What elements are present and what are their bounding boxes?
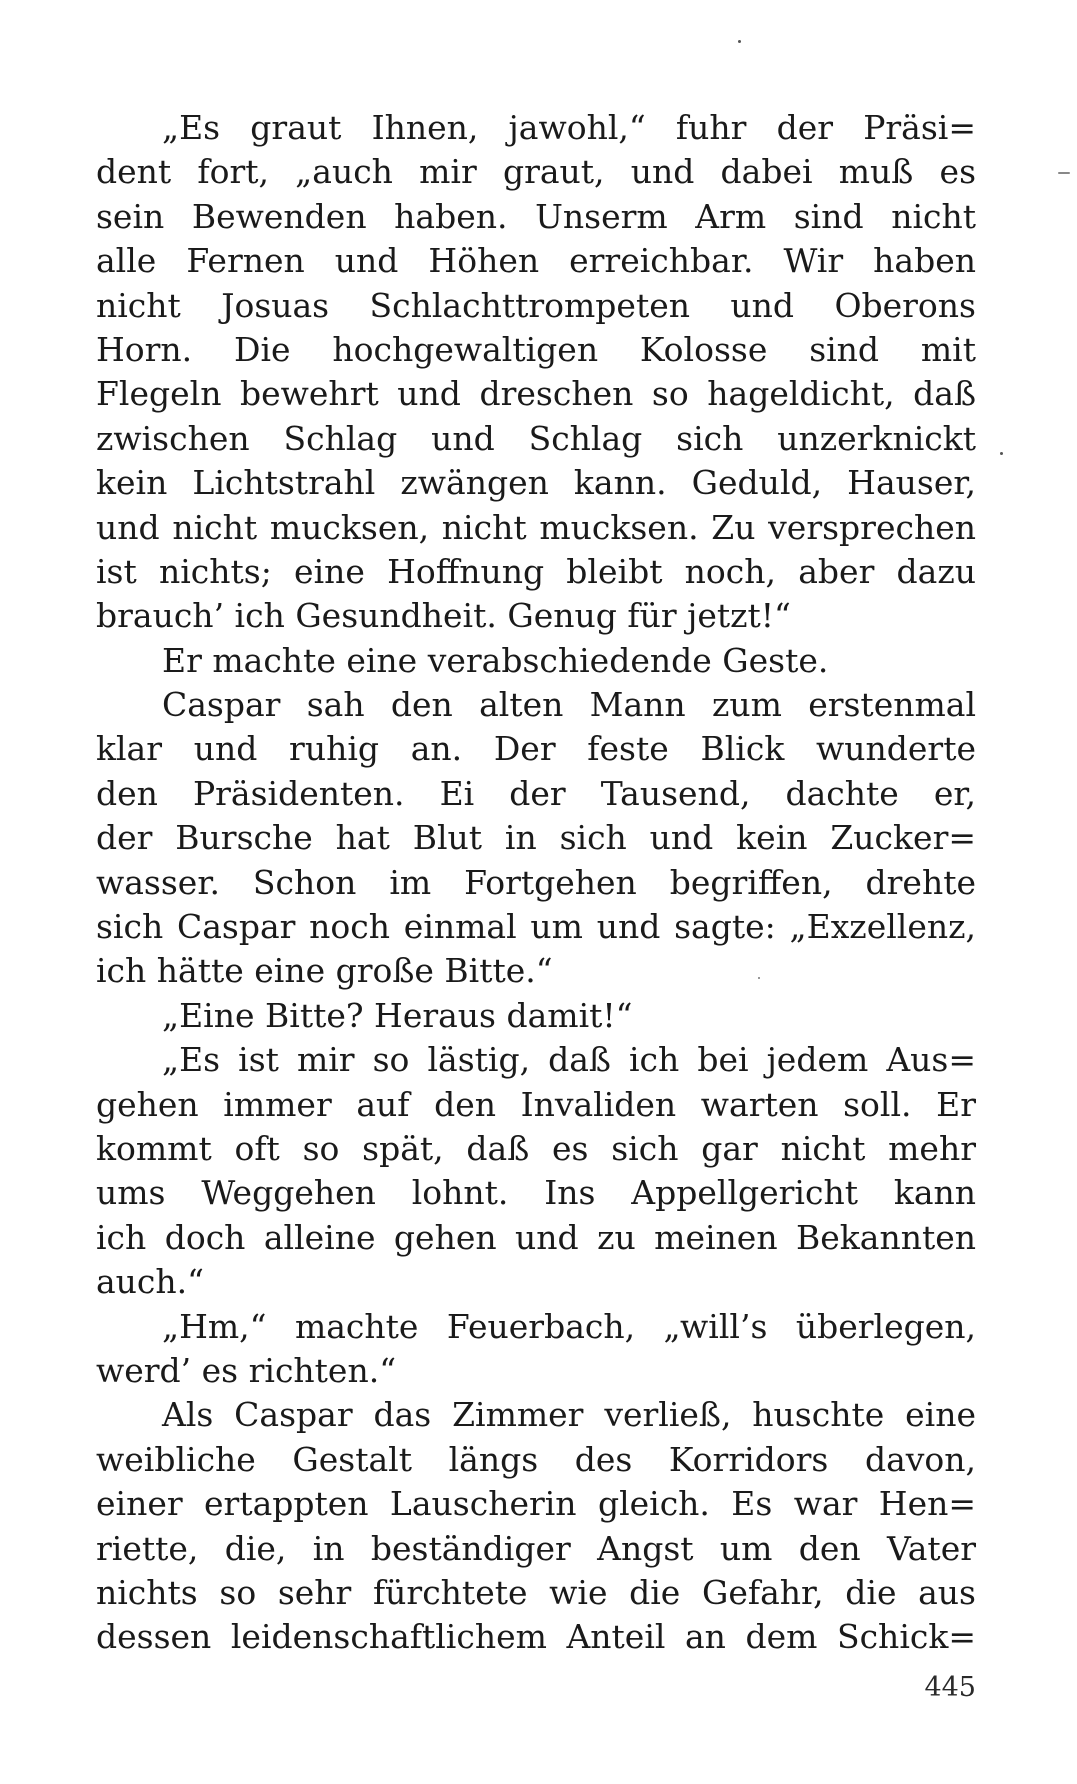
text-line: einer ertappten Lauscherin gleich. Es war Hen= (96, 1484, 976, 1524)
text-line: „Es ist mir so lästig, daß ich bei jedem Aus= (162, 1040, 976, 1080)
text-line: nichts so sehr fürchtete wie die Gefahr, die aus (96, 1572, 976, 1612)
text-line: zwischen Schlag und Schlag sich unzerknickt (96, 418, 976, 458)
body-text (96, 106, 976, 1660)
text-line: „Es graut Ihnen, jawohl,“ fuhr der Präsi= (162, 108, 976, 147)
page-number: 445 (924, 1672, 976, 1703)
text-line: wasser. Schon im Fortgehen begriffen, drehte (96, 862, 976, 902)
paper-speck (1000, 452, 1003, 455)
text-line: ich doch alleine gehen und zu meinen Bekannten (96, 1217, 976, 1257)
text-line: Horn. Die hochgewaltigen Kolosse sind mit (96, 329, 976, 369)
paper-speck (758, 977, 760, 979)
text-line: den Präsidenten. Ei der Tausend, dachte er, (96, 773, 976, 813)
text-line: ist nichts; eine Hoffnung bleibt noch, aber dazu (96, 551, 976, 591)
text-line: und nicht mucksen, nicht mucksen. Zu versprechen (96, 507, 976, 547)
text-line: Als Caspar das Zimmer verließ, huschte eine (162, 1395, 976, 1435)
text-line: Er machte eine verabschiedende Geste. (162, 640, 829, 680)
text-line: dent fort, „auch mir graut, und dabei muß es (96, 152, 976, 192)
text-line: alle Fernen und Höhen erreichbar. Wir haben (96, 241, 976, 281)
text-line: ums Weggehen lohnt. Ins Appellgericht kann (96, 1173, 976, 1213)
text-line: nicht Josuas Schlachttrompeten und Oberons (96, 285, 976, 325)
text-line: sein Bewenden haben. Unserm Arm sind nicht (96, 196, 976, 236)
text-line: ich hätte eine große Bitte.“ (96, 951, 553, 991)
paper-speck (1058, 172, 1070, 174)
text-line: auch.“ (96, 1262, 205, 1302)
text-line: der Bursche hat Blut in sich und kein Zucker= (96, 818, 976, 858)
text-line: kommt oft so spät, daß es sich gar nicht mehr (96, 1128, 976, 1168)
text-line: weibliche Gestalt längs des Korridors davon, (96, 1439, 976, 1479)
text-line: kein Lichtstrahl zwängen kann. Geduld, Hauser, (96, 463, 976, 503)
text-line: Caspar sah den alten Mann zum erstenmal (162, 685, 976, 725)
text-line: „Hm,“ machte Feuerbach, „will’s überlegen, (162, 1306, 976, 1346)
paper-speck (738, 40, 741, 43)
text-line: gehen immer auf den Invaliden warten soll. Er (96, 1084, 976, 1124)
text-line: brauch’ ich Gesundheit. Genug für jetzt!“ (96, 596, 791, 636)
text-line: „Eine Bitte? Heraus damit!“ (162, 995, 633, 1035)
text-line: klar und ruhig an. Der feste Blick wunderte (96, 729, 976, 769)
text-line: sich Caspar noch einmal um und sagte: „Exzellenz, (96, 907, 976, 947)
text-line: riette, die, in beständiger Angst um den Vater (96, 1528, 976, 1568)
text-line: werd’ es richten.“ (96, 1350, 397, 1390)
text-line: Flegeln bewehrt und dreschen so hageldicht, daß (96, 374, 976, 414)
text-line: dessen leidenschaftlichem Anteil an dem Schick= (96, 1617, 976, 1657)
